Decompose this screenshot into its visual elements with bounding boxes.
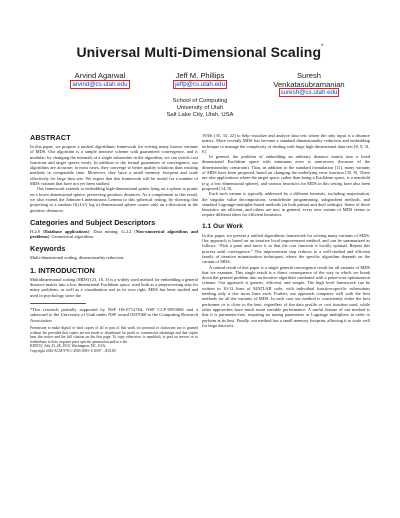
author-1-name: Arvind Agarwal	[74, 71, 126, 80]
paper-title	[0, 44, 400, 60]
paper-title-text: Universal Multi-Dimensional Scaling	[76, 44, 322, 60]
intro-continued-paragraph-3: Each such variant is typically addressed by a different heuristic, including majorization, the singular value decomposition, semidefinite programming, subgradient methods, and standard Lagrange-multipler-based methods (in both primal and dual settings). Some of these heuristics are efficient, and others are not; in general, every new variant of MDS seems to require different ideas for efficient heuristics.	[202, 191, 370, 218]
affiliation-line-1: School of Computing	[172, 98, 228, 104]
introduction-text: Multidimensional scaling (MDS) [23, 10, 3] is a widely used method for embedding a general distance matrix into a low dimensional Euclidean space, used both as a preprocessing step for many problems, as well as a visualization tool in its own right. MDS has been studied and used in psychology since the	[30, 276, 198, 298]
footnote-divider	[30, 303, 86, 304]
author-1-email[interactable]	[52, 81, 148, 89]
author-3-email[interactable]	[250, 89, 368, 97]
permission-text: Permission to make digital or hard copies of all or part of this work for personal or classroom use is granted without fee provided that copies are not made or distributed for profit or commercial advantage and that copies bear this notice and the full citation on the first page. To copy otherwise, to republish, to post on servers or to redistribute to lists, requires prior specific permission and/or a fee.	[30, 326, 198, 344]
categories-tail: ]: Geometrical algorithms	[47, 234, 94, 240]
categories-term-1: Database applications	[44, 228, 88, 234]
our-work-paragraph-2: A central result of this paper is a single general convergence result for all variants of MDS that we examine. This single result is a direct consequence of the way in which we break down the general problem into an iterative algorithm combined with a point-wise optimization scheme. Our approach is generic, efficient, and simple. The high level framework can be written in 10-12 lines of MATLAB code, with individual function-specific subroutines needing only a few more lines each. Further, our approach compares well with the best methods for all the variants of MDS. In each case our method is consistently either the best performer or is close to the best, regardless of the data profile or cost function used, while other approaches have much more variable performance. A useful feature of our method is that it is parameter-free, requiring no tuning parameters or Lagrange multipliers in order to perform at its best. Finally, our method has a small memory footprint, allowing it to scale well for large data sets.	[202, 264, 370, 328]
author-2-name: Jeff M. Phillips	[175, 71, 225, 80]
conference-line: KDD'10, July 25–28, 2010, Washington, DC, USA.	[30, 344, 107, 349]
our-work-paragraph-1: In this paper, we present a unified algorithmic framework for solving many variants of MDS. Our approach is based on an iterative local improvement method, and can be summarized as follows: “Pick a point and move it so that the cost function is locally optimal. Repeat this process until convergence.” The improvement step reduces to a well-studied and efficient family of iterative minimization techniques, where the specific algorithm depends on the variant of MDS.	[202, 232, 370, 265]
our-work-heading: 1.1 Our Work	[202, 222, 243, 230]
affiliation-line-3: Salt Lake City, Utah, USA	[166, 112, 234, 118]
author-2	[152, 72, 248, 89]
author-3-email-link[interactable]: suresh@cs.utah.edu	[280, 89, 338, 97]
funding-footnote: *This research partially supported by NSF IIS-0712764, NSF CCF-0953066 and a subaward to the University of Utah under NSF award 0937060 to the Computing Research Association	[30, 306, 198, 323]
abstract-paragraph-2: Our framework extends to embedding high-dimensional points lying on a sphere to points on a lower dimensional sphere, preserving geodesic distances. As a complement to this result, we also extend the Johnson-Lindenstrauss Lemma to this spherical setting, by showing that projecting to a random O((1/ε²) log n)-dimensional sphere causes only an ε-distortion in the geodesic distances.	[30, 186, 198, 213]
categories-term-2: Non-numerical algorithms and problems	[30, 228, 199, 240]
categories-text	[30, 229, 198, 240]
author-2-email-link[interactable]: jeffp@cs.utah.edu	[175, 80, 225, 88]
intro-continued-paragraph-1: 1930s [35, 33, 22] to help visualize and analyze data sets where the only input is a distance matrix. More recently MDS has become a standard dimensionality reduction and embedding technique to manage the complexity of dealing with large high dimensional data sets [8, 9, 31, 6].	[202, 133, 370, 154]
keywords-text: Multi-dimensional scaling, dimensionality reduction.	[30, 255, 125, 261]
categories-mid: ]: Data mining; G.2.2 [	[87, 228, 136, 234]
title-footnote-mark: *	[321, 44, 324, 50]
author-1-email-link[interactable]: arvind@cs.utah.edu	[72, 80, 128, 88]
author-3-name: Suresh Venkatasubramanian	[273, 71, 345, 89]
author-3	[250, 72, 368, 97]
intro-continued-paragraph-2: In general, the problem of embedding an arbitrary distance matrix into a fixed dimensional Euclidean space with minimum error is nonconvex (because of the dimensionality constraint). Thus, in addition to the standard formulation [11], many variants of MDS have been proposed, based on changing the underlying error function [35, 8]. There are also applications where the target space, rather than being a Euclidean space, is a manifold (e.g. a low dimensional sphere), and various heuristics for MDS in this setting have also been proposed [14, 8].	[202, 154, 370, 191]
categories-heading: Categories and Subject Descriptors	[30, 217, 156, 227]
left-column	[30, 133, 198, 353]
categories-lead: H.2.8 [	[30, 228, 45, 234]
permission-notice	[30, 326, 198, 353]
affiliation-line-2: University of Utah	[176, 105, 224, 111]
keywords-heading: Keywords	[30, 244, 66, 254]
abstract-paragraph-1: In this paper, we propose a unified algorithmic framework for solving many known variants of MDS. Our algorithm is a simple iterative scheme with guaranteed convergence, and is modular; by changing the internals of a single subroutine in the algorithm, we can switch cost functions and target spaces easily. In addition to the formal guarantees of convergence, our algorithms are accurate; in most cases, they converge to better quality solutions than existing methods in comparable time. Moreover, they have a small memory footprint and scale effectively for large data sets. We expect that this framework will be useful for a number of MDS variants that have not yet been studied.	[30, 144, 198, 187]
author-1	[52, 72, 148, 89]
author-2-email[interactable]	[152, 81, 248, 89]
affiliation	[0, 98, 400, 119]
introduction-heading: 1. INTRODUCTION	[30, 265, 95, 275]
right-column	[202, 133, 370, 328]
abstract-heading: ABSTRACT	[30, 133, 71, 142]
copyright-line: Copyright 2010 ACM 978-1-4503-0055-1/10/07 ...$10.00.	[30, 348, 117, 353]
